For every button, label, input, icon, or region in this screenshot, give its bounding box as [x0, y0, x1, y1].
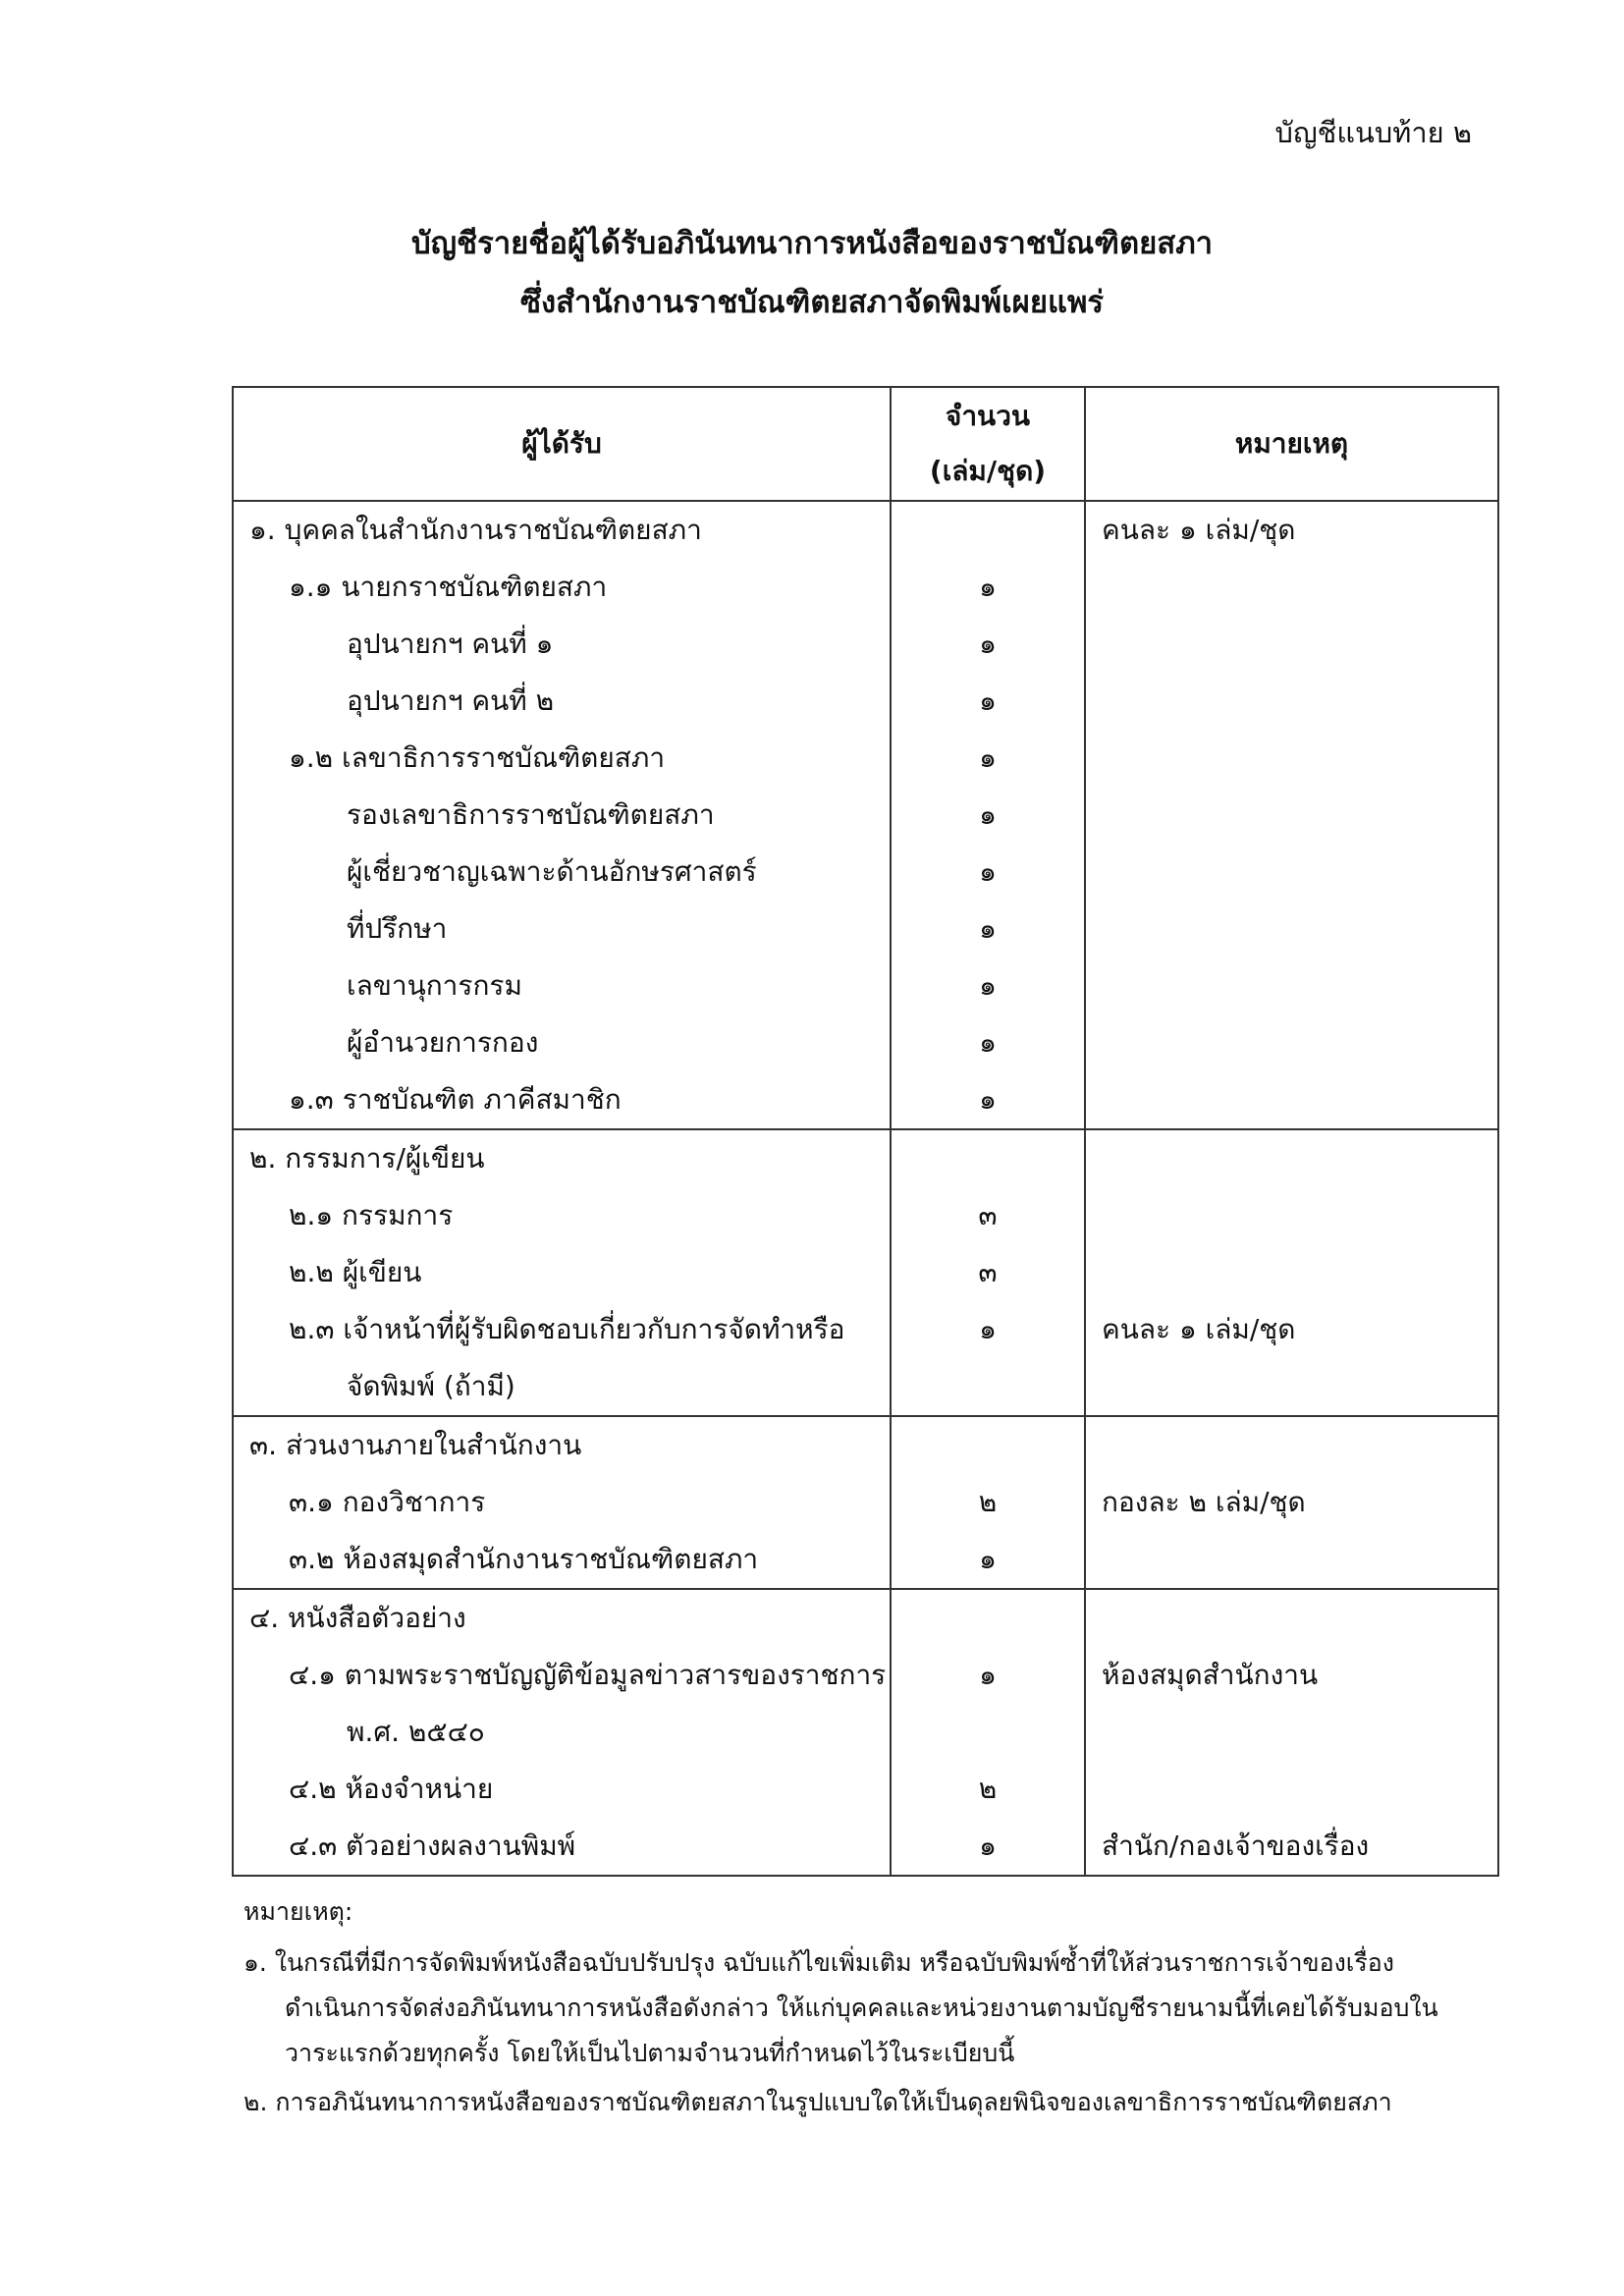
remark-text — [1086, 1704, 1497, 1761]
quantity-value: ๑ — [979, 969, 997, 1002]
quantity-value — [892, 1417, 1084, 1474]
remark-text — [1086, 787, 1497, 844]
header-amount-line1: จำนวน — [945, 400, 1031, 432]
recipient-cell — [233, 1589, 891, 1876]
quantity-value: ๑ — [979, 798, 997, 831]
quantity-value — [892, 1590, 1084, 1647]
quantity-value — [892, 1358, 1084, 1415]
notes-heading: หมายเหตุ: — [244, 1897, 353, 1926]
table-group-row — [233, 501, 1498, 1129]
remark-text — [1086, 559, 1497, 616]
remark-text — [1086, 1014, 1497, 1071]
remark-text — [1086, 1531, 1497, 1588]
quantity-value — [892, 1704, 1084, 1761]
quantity-value: ๒ — [978, 1773, 998, 1805]
quantity-cell — [891, 1416, 1085, 1589]
remark-text — [1086, 957, 1497, 1014]
remark-text: คนละ ๑ เล่ม/ชุด — [1102, 514, 1296, 546]
recipient-text: ผู้อำนวยการกอง — [347, 1026, 539, 1059]
remark-text — [1086, 1071, 1497, 1128]
quantity-value — [892, 1130, 1084, 1187]
remark-text — [1086, 1358, 1497, 1415]
recipient-text: ๔. หนังสือตัวอย่าง — [249, 1602, 466, 1634]
recipient-text: ๔.๓ ตัวอย่างผลงานพิมพ์ — [289, 1830, 576, 1862]
header-amount — [891, 387, 1085, 501]
remark-text — [1086, 901, 1497, 957]
quantity-value: ๑ — [979, 1026, 997, 1059]
recipient-text: ๔.๒ ห้องจำหน่าย — [289, 1773, 494, 1805]
recipient-text: จัดพิมพ์ (ถ้ามี) — [347, 1370, 515, 1402]
appendix-label: บัญชีแนบท้าย ๒ — [1274, 116, 1472, 149]
table-group-row — [233, 1129, 1498, 1416]
remark-text — [1086, 1417, 1497, 1474]
recipient-text: ๒. กรรมการ/ผู้เขียน — [249, 1142, 485, 1175]
remark-text — [1086, 1244, 1497, 1301]
quantity-value — [892, 502, 1084, 559]
note-item — [244, 1941, 1520, 2076]
quantity-value: ๑ — [979, 741, 997, 774]
header-remark: หมายเหตุ — [1085, 387, 1498, 501]
quantity-cell — [891, 1589, 1085, 1876]
recipient-text: ที่ปรึกษา — [347, 912, 448, 945]
note-item — [244, 2080, 1520, 2125]
recipient-text: อุปนายกฯ คนที่ ๑ — [347, 628, 554, 660]
remark-cell — [1085, 1416, 1498, 1589]
recipient-text: พ.ศ. ๒๕๔๐ — [347, 1716, 485, 1748]
table-group-row — [233, 1416, 1498, 1589]
quantity-value: ๑ — [979, 1830, 997, 1862]
remark-text — [1086, 673, 1497, 730]
header-amount-line2: (เล่ม/ชุด) — [929, 455, 1047, 487]
quantity-value: ๑ — [979, 1659, 997, 1691]
quantity-value: ๑ — [979, 1313, 997, 1345]
remark-cell — [1085, 1129, 1498, 1416]
recipient-cell — [233, 1416, 891, 1589]
note-line: ๒. การอภินันทนาการหนังสือของราชบัณฑิตยสภาในรูปแบบใดให้เป็นดุลยพินิจของเลขาธิการราชบัณฑิตยสภา — [244, 2088, 1392, 2116]
remark-text: ห้องสมุดสำนักงาน — [1102, 1659, 1319, 1691]
recipient-text: ๒.๑ กรรมการ — [289, 1199, 454, 1231]
remark-text: สำนัก/กองเจ้าของเรื่อง — [1102, 1830, 1370, 1862]
note-line: ดำเนินการจัดส่งอภินันทนาการหนังสือดังกล่าว ให้แก่บุคคลและหน่วยงานตามบัญชีรายนามนี้ที่เคยได้รับมอบใน — [285, 1994, 1438, 2022]
header-recipient: ผู้ได้รับ — [233, 387, 891, 501]
quantity-value: ๓ — [978, 1199, 998, 1231]
remark-cell — [1085, 501, 1498, 1129]
quantity-value: ๑ — [979, 684, 997, 717]
recipient-cell — [233, 1129, 891, 1416]
document-title-line-1: บัญชีรายชื่อผู้ได้รับอภินันทนาการหนังสือของราชบัณฑิตยสภา — [410, 226, 1214, 261]
remark-text: คนละ ๑ เล่ม/ชุด — [1102, 1313, 1296, 1345]
quantity-value: ๑ — [979, 1543, 997, 1575]
quantity-cell — [891, 1129, 1085, 1416]
recipient-text: ๒.๒ ผู้เขียน — [289, 1256, 422, 1288]
remark-text — [1086, 844, 1497, 901]
recipient-text: อุปนายกฯ คนที่ ๒ — [347, 684, 555, 717]
recipient-text: ผู้เชี่ยวชาญเฉพาะด้านอักษรศาสตร์ — [347, 855, 757, 888]
recipient-text: ๑.๓ ราชบัณฑิต ภาคีสมาชิก — [289, 1083, 622, 1116]
quantity-value: ๑ — [979, 628, 997, 660]
table-group-row — [233, 1589, 1498, 1876]
quantity-value: ๑ — [979, 571, 997, 603]
recipient-text: ๒.๓ เจ้าหน้าที่ผู้รับผิดชอบเกี่ยวกับการจัดทำหรือ — [289, 1313, 845, 1345]
remark-text: กองละ ๒ เล่ม/ชุด — [1102, 1486, 1306, 1518]
recipient-text: ๓. ส่วนงานภายในสำนักงาน — [249, 1429, 582, 1461]
quantity-cell — [891, 501, 1085, 1129]
recipient-text: ๑.๑ นายกราชบัณฑิตยสภา — [289, 571, 608, 603]
quantity-value: ๓ — [978, 1256, 998, 1288]
recipient-text: ๑. บุคคลในสำนักงานราชบัณฑิตยสภา — [249, 514, 702, 546]
notes-section — [244, 1884, 1520, 2129]
recipient-text: ๓.๒ ห้องสมุดสำนักงานราชบัณฑิตยสภา — [289, 1543, 759, 1575]
remark-text — [1086, 1187, 1497, 1244]
remark-text — [1086, 616, 1497, 673]
recipient-text: เลขานุการกรม — [347, 969, 522, 1002]
remark-text — [1086, 1590, 1497, 1647]
recipient-text: ๑.๒ เลขาธิการราชบัณฑิตยสภา — [289, 741, 666, 774]
remark-text — [1086, 1761, 1497, 1818]
quantity-value: ๑ — [979, 1083, 997, 1116]
quantity-value: ๑ — [979, 912, 997, 945]
remark-text — [1086, 1130, 1497, 1187]
recipient-table — [232, 386, 1499, 1877]
recipient-text: ๔.๑ ตามพระราชบัญญัติข้อมูลข่าวสารของราชการ — [289, 1659, 887, 1691]
recipient-cell — [233, 501, 891, 1129]
table-header-row — [233, 387, 1498, 501]
quantity-value: ๑ — [979, 855, 997, 888]
recipient-text: รองเลขาธิการราชบัณฑิตยสภา — [347, 798, 715, 831]
remark-cell — [1085, 1589, 1498, 1876]
remark-text — [1086, 730, 1497, 787]
note-line: ๑. ในกรณีที่มีการจัดพิมพ์หนังสือฉบับปรับปรุง ฉบับแก้ไขเพิ่มเติม หรือฉบับพิมพ์ซ้ำที่ให้ส่วนราชการเจ้าของเรื่อง — [244, 1948, 1394, 1977]
document-title-line-2: ซึ่งสำนักงานราชบัณฑิตยสภาจัดพิมพ์เผยแพร่ — [519, 285, 1105, 320]
note-line: วาระแรกด้วยทุกครั้ง โดยให้เป็นไปตามจำนวนที่กำหนดไว้ในระเบียบนี้ — [285, 2039, 1015, 2067]
recipient-text: ๓.๑ กองวิชาการ — [289, 1486, 486, 1518]
quantity-value: ๒ — [978, 1486, 998, 1518]
